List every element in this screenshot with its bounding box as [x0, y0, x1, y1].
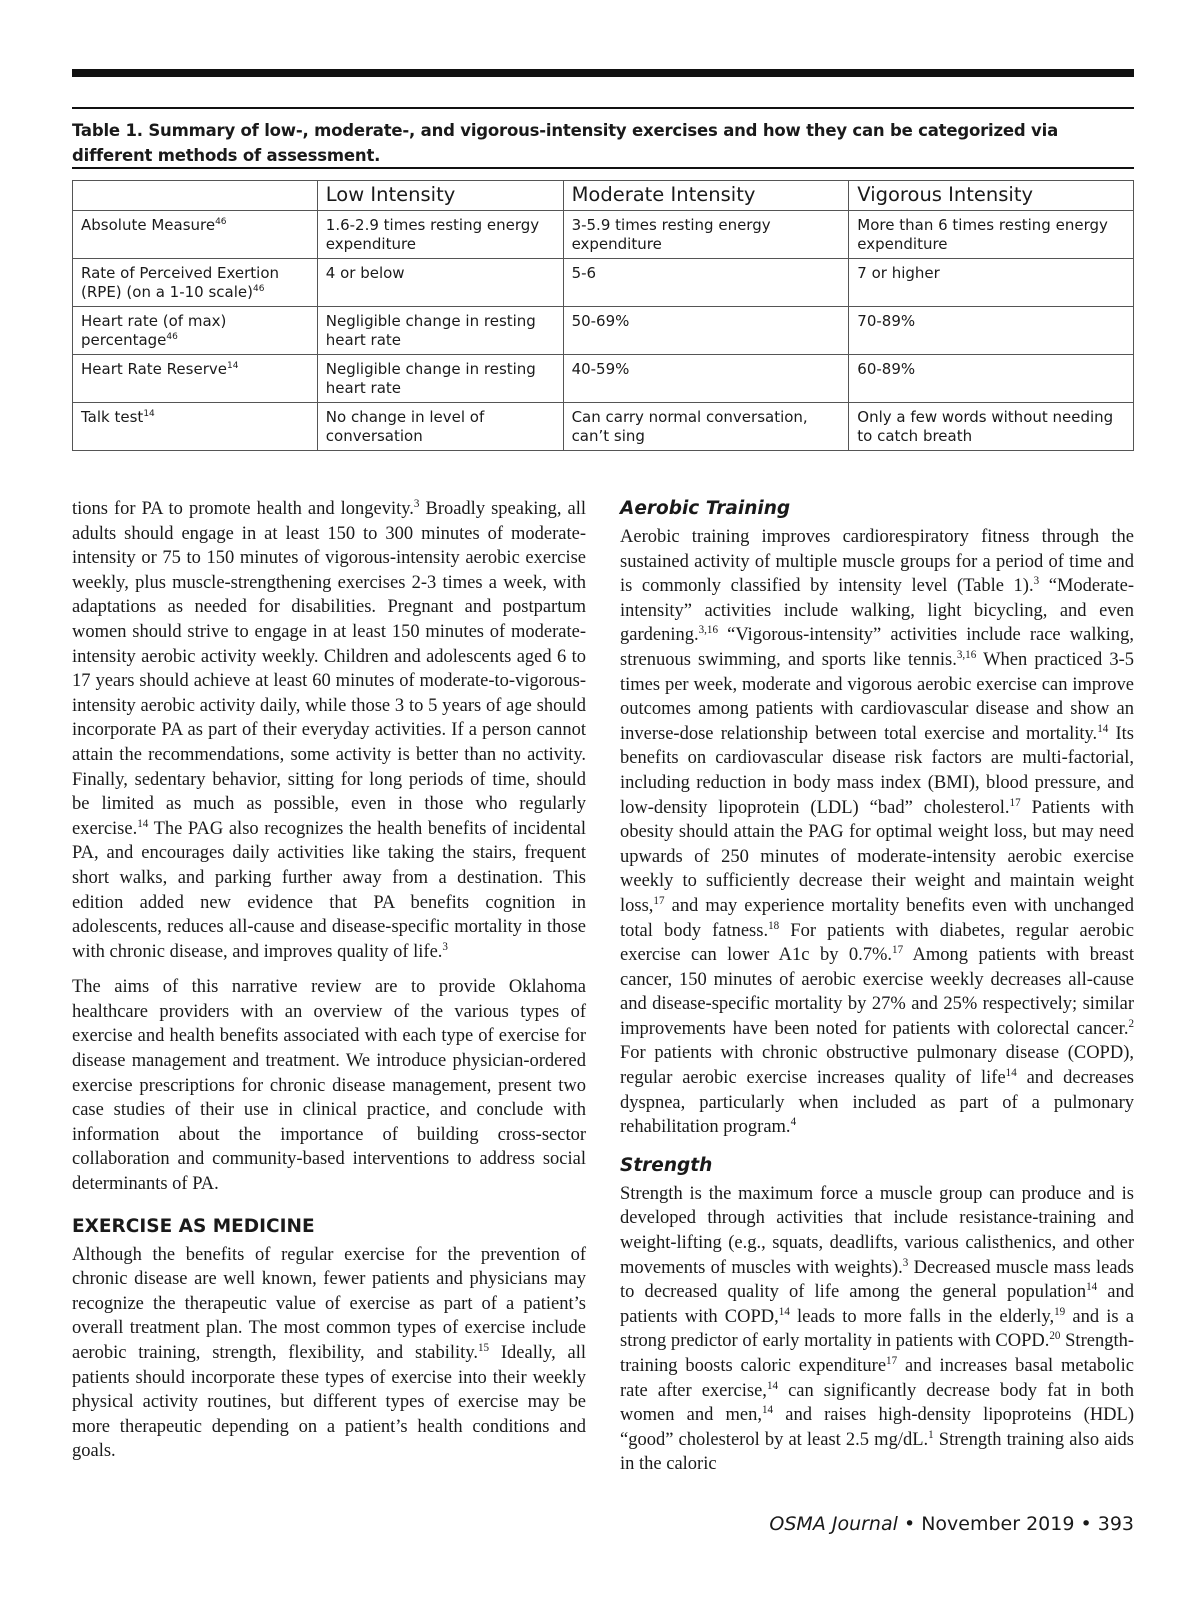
- cell-moderate: Can carry normal conversation, can’t sing: [563, 403, 849, 451]
- table-row: [73, 307, 1134, 355]
- cell-vigorous: 60-89%: [849, 355, 1134, 403]
- cell-low: Negligible change in resting heart rate: [317, 307, 563, 355]
- body-paragraph: tions for PA to promote health and longevity.$^3$ Broadly speaking, all adults should engage in at least 150 to 300 minutes of moderate-intensity or 75 to 150 minutes of vigorous-intensity aerobic exercise weekly, plus muscle-strengthening exercises 2-3 times a week, with adaptations as needed for disabilities. Pregnant and postpartum women should strive to engage in at least 150 minutes of moderate-intensity aerobic activity weekly. Children and adolescents aged 6 to 17 years should achieve at least 60 minutes of moderate-to-vigorous-intensity aerobic activity daily, while those 3 to 5 years of age should incorporate PA as part of their everyday activities. If a person cannot attain the recommendations, some activity is better than no activity. Finally, sedentary behavior, sitting for long periods of time, should be limited as much as possible, even in those who regularly exercise.$^{14}$ The PAG also recognizes the health benefits of incidental PA, and encourages daily activities like taking the stairs, frequent short walks, and parking further away from a destination. This edition added new evidence that PA benefits cognition in adolescents, reduces all-cause and disease-specific mortality in those with chronic disease, and improves quality of life.$^3$: [72, 497, 586, 962]
- left-column: [72, 497, 586, 1464]
- right-column: [620, 497, 1134, 1477]
- cell-low: No change in level of conversation: [317, 403, 563, 451]
- subsection-heading-strength: Strength: [620, 1154, 713, 1176]
- table-row: [73, 403, 1134, 451]
- header-cell-vigorous: Vigorous Intensity: [849, 181, 1134, 211]
- header-cell-moderate: Moderate Intensity: [563, 181, 849, 211]
- cell-low: Negligible change in resting heart rate: [317, 355, 563, 403]
- caption-top-rule: [72, 107, 1134, 109]
- cell-vigorous: More than 6 times resting energy expenditure: [849, 211, 1134, 259]
- table-header-row: [73, 181, 1134, 211]
- row-label: Absolute Measure$^{46}$: [73, 211, 318, 259]
- subsection-heading-aerobic: Aerobic Training: [620, 498, 791, 519]
- cell-low: 1.6-2.9 times resting energy expenditure: [317, 211, 563, 259]
- body-paragraph: Aerobic training improves cardiorespiratory fitness through the sustained activity of multiple muscle groups for a period of time and is commonly classified by intensity level (Table 1).$^3$ “Moderate-intensity” activities include walking, light bicycling, and even gardening.$^{3,16}$ “Vigorous-intensity” activities include race walking, strenuous swimming, and sports like tennis.$^{3,16}$ When practiced 3-5 times per week, moderate and vigorous aerobic exercise can improve outcomes among patients with cardiovascular disease and show an inverse-dose relationship between total exercise and mortality.$^{14}$ Its benefits on cardiovascular disease risk factors are multi-factorial, including reduction in body mass index (BMI), blood pressure, and low-density lipoprotein (LDL) “bad” cholesterol.$^{17}$ Patients with obesity should attain the PAG for optimal weight loss, but may need upwards of 250 minutes of moderate-intensity aerobic exercise weekly to sufficiently decrease their weight and maintain weight loss,$^{17}$ and may experience mortality benefits even with unchanged total body fatness.$^{18}$ For patients with diabetes, regular aerobic exercise can lower A1c by 0.7%.$^{17}$ Among patients with breast cancer, 150 minutes of aerobic exercise weekly decreases all-cause and disease-specific mortality by 27% and 25% respectively; similar improvements have been noted for patients with colorectal cancer.$^2$ For patients with chronic obstructive pulmonary disease (COPD), regular aerobic exercise increases quality of life$^{14}$ and decreases dyspnea, particularly when included as part of a pulmonary rehabilitation program.$^4$: [620, 527, 1134, 1138]
- issue-date: November 2019: [921, 1513, 1075, 1535]
- cell-moderate: 5-6: [563, 259, 849, 307]
- separator: •: [1074, 1513, 1098, 1535]
- citation: 46: [253, 284, 265, 294]
- table-caption: Table 1. Summary of low-, moderate-, and vigorous-intensity exercises and how they can be categorized via different methods of assessment.: [72, 121, 1058, 165]
- table-row: [73, 211, 1134, 259]
- header-cell-empty: [73, 181, 318, 211]
- citation: 46: [166, 332, 178, 342]
- citation: 14: [226, 361, 239, 371]
- cell-moderate: 3-5.9 times resting energy expenditure: [563, 211, 849, 259]
- header-cell-low: Low Intensity: [317, 181, 563, 211]
- separator: •: [897, 1513, 922, 1535]
- citation: 46: [215, 217, 227, 227]
- row-label: Heart Rate Reserve$^{14}$: [73, 355, 318, 403]
- page-number: 393: [1097, 1513, 1134, 1535]
- row-label: Rate of Perceived Exertion (RPE) (on a 1-10 scale)$^{46}$: [73, 259, 318, 307]
- cell-moderate: 40-59%: [563, 355, 849, 403]
- row-label: Heart rate (of max) percentage$^{46}$: [73, 307, 318, 355]
- row-label: Talk test$^{14}$: [73, 403, 318, 451]
- cell-vigorous: 70-89%: [849, 307, 1134, 355]
- citation: 14: [143, 409, 155, 419]
- top-rule: [72, 69, 1134, 77]
- intensity-table: [72, 180, 1134, 451]
- cell-moderate: 50-69%: [563, 307, 849, 355]
- table-row: [73, 259, 1134, 307]
- table-row: [73, 355, 1134, 403]
- body-paragraph: Strength is the maximum force a muscle group can produce and is developed through activities that include resistance-training and weight-lifting (e.g., squats, deadlifts, various calisthenics, and other movements of muscles with weights).$^3$ Decreased muscle mass leads to decreased quality of life among the general population$^{14}$ and patients with COPD,$^{14}$ leads to more falls in the elderly,$^{19}$ and is a strong predictor of early mortality in patients with COPD.$^{20}$ Strength-training boosts caloric expenditure$^{17}$ and increases basal metabolic rate after exercise,$^{14}$ can significantly decrease body fat in both women and men,$^{14}$ and raises high-density lipoproteins (HDL) “good” cholesterol by at least 2.5 mg/dL.$^1$ Strength training also aids in the caloric: [620, 1183, 1135, 1475]
- cell-vigorous: 7 or higher: [849, 259, 1134, 307]
- cell-vigorous: Only a few words without needing to catch breath: [849, 403, 1134, 451]
- section-heading: EXERCISE AS MEDICINE: [72, 1215, 315, 1237]
- page-footer: [769, 1512, 1134, 1536]
- caption-bottom-rule: [72, 167, 1134, 169]
- journal-name: OSMA Journal: [769, 1513, 898, 1535]
- body-paragraph: Although the benefits of regular exercise for the prevention of chronic disease are well known, fewer patients and physicians may recognize the therapeutic value of exercise as part of a patient’s overall treatment plan. The most common types of exercise include aerobic training, strength, flexibility, and stability.$^{15}$ Ideally, all patients should incorporate these types of exercise into their weekly physical activity routines, but different types of exercise may be more therapeutic depending on a patient’s health conditions and goals.: [72, 1244, 586, 1462]
- cell-low: 4 or below: [317, 259, 563, 307]
- body-paragraph: The aims of this narrative review are to provide Oklahoma healthcare providers with an overview of the various types of exercise and health benefits associated with each type of exercise for disease management and treatment. We introduce physician-ordered exercise prescriptions for chronic disease management, present two case studies of their use in clinical practice, and conclude with information about the importance of building cross-sector collaboration and community-based interventions to address social determinants of PA.: [72, 977, 586, 1195]
